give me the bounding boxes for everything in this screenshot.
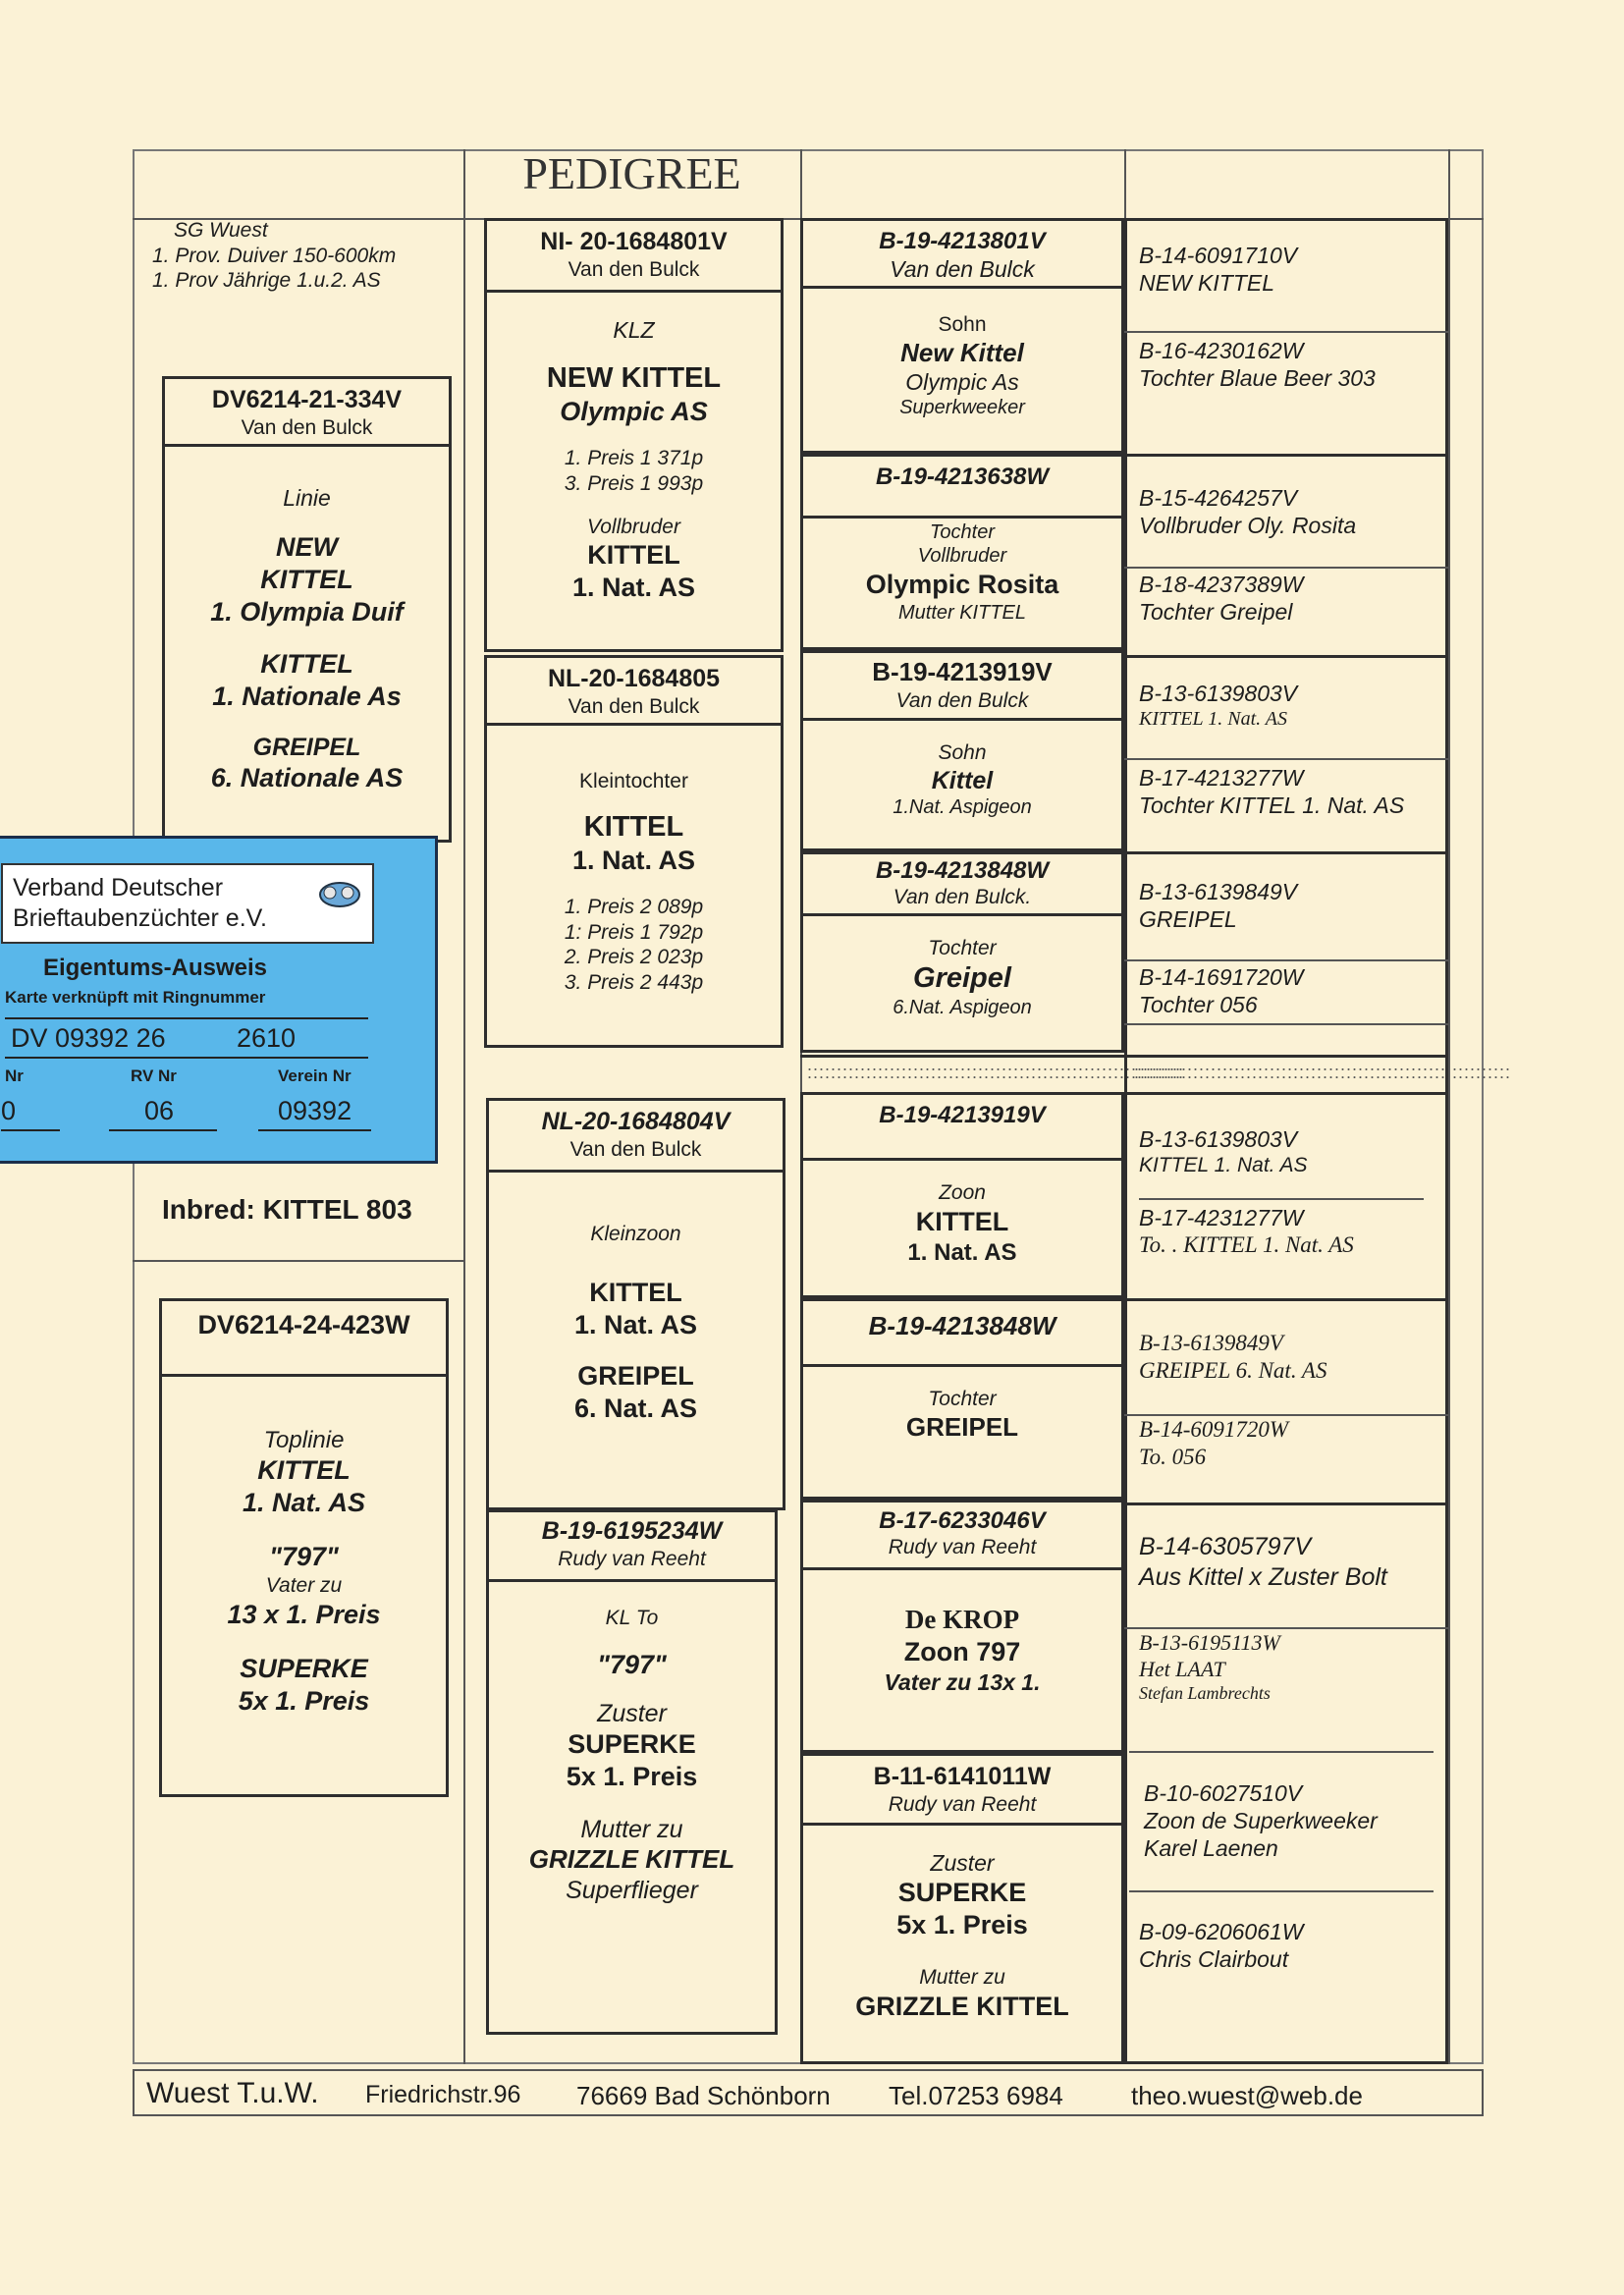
bird-line: KITTEL xyxy=(260,648,353,679)
bird-line: De KROP xyxy=(904,1605,1020,1634)
pigeon-logo-icon xyxy=(315,875,364,910)
bird-line: Kleinzoon xyxy=(590,1223,681,1245)
gen3-entry xyxy=(1139,337,1376,392)
gen2-bird-header xyxy=(803,653,1121,721)
card-ring-suffix: 2610 xyxy=(237,1023,297,1053)
bird-line: Toplinie xyxy=(263,1427,345,1453)
bird-line: Zoon 797 xyxy=(903,1636,1021,1667)
gen2-bird-box xyxy=(800,218,1124,454)
gen3-entry xyxy=(1139,1416,1288,1471)
gen3-desc: GREIPEL 6. Nat. AS xyxy=(1139,1358,1327,1384)
gen1-bird-body xyxy=(487,293,781,604)
dam-bird-header xyxy=(162,1301,446,1377)
gen3-desc: Het LAAT xyxy=(1139,1656,1225,1681)
gen3-entry xyxy=(1139,1330,1326,1385)
gen2-owner: Van den Bulck xyxy=(895,688,1029,712)
gen2-ring: B-19-4213919V xyxy=(879,1102,1046,1128)
gen3-entry xyxy=(1144,1779,1378,1862)
bird-line: 1. Preis 2 089p xyxy=(564,895,704,918)
bird-line: GREIPEL xyxy=(252,733,361,761)
breeder-line: 1. Prov. Duiver 150-600km xyxy=(152,244,397,267)
dam-bird-box xyxy=(159,1298,449,1797)
bird-line: Vollbruder xyxy=(917,545,1007,568)
gen2-bird-header xyxy=(803,457,1121,519)
gen3-desc: NEW KITTEL xyxy=(1139,270,1275,297)
gen2-ring: B-19-4213919V xyxy=(872,657,1053,686)
bird-line: Mutter zu xyxy=(919,1965,1005,1989)
bird-line: GRIZZLE KITTEL xyxy=(855,1991,1069,2021)
gen1-bird-header xyxy=(487,658,781,726)
card-org-line: Verband Deutscher xyxy=(13,874,224,902)
gen3-entry xyxy=(1139,1630,1280,1705)
gen2-bird-body xyxy=(803,1826,1121,2022)
card-col-label: RV Nr xyxy=(131,1066,177,1085)
card-col-value: 0 xyxy=(1,1096,17,1125)
bird-line: 6. Nat. AS xyxy=(573,1393,698,1424)
bird-line: Mutter zu xyxy=(580,1815,683,1843)
gen3-ring: B-09-6206061W xyxy=(1139,1919,1304,1944)
gen3-ring: B-13-6139803V xyxy=(1139,1126,1298,1152)
gen2-ring: B-19-4213848W xyxy=(868,1311,1056,1340)
bird-line: Tochter xyxy=(930,521,995,543)
gen2-bird-body xyxy=(803,1570,1121,1696)
footer-bar xyxy=(133,2069,1484,2116)
main-bird-owner: Van den Bulck xyxy=(241,415,373,439)
bird-line: KITTEL xyxy=(260,564,353,594)
section-divider xyxy=(133,1260,463,1262)
bird-line: SUPERKE xyxy=(897,1878,1027,1908)
footer-street: Friedrichstr.96 xyxy=(365,2081,521,2108)
gen2-bird-header xyxy=(803,221,1121,289)
bird-line: 13 x 1. Preis xyxy=(227,1599,381,1629)
gen1-bird-box xyxy=(484,218,784,652)
gen2-bird-body xyxy=(803,289,1121,420)
gen3-desc: To. 056 xyxy=(1139,1445,1207,1470)
bird-line: 3. Preis 2 443p xyxy=(564,970,704,994)
gen1-owner: Van den Bulck xyxy=(568,257,700,281)
gen2-bird-body xyxy=(803,1161,1121,1267)
gen1-bird-body xyxy=(487,726,781,995)
bird-line: KITTEL xyxy=(587,540,680,571)
gen3-entry xyxy=(1139,484,1356,539)
breeder-info xyxy=(152,218,457,294)
gen1-bird-box xyxy=(486,1509,778,2035)
inbred-note: Inbred: KITTEL 803 xyxy=(162,1194,412,1225)
bird-line: SUPERKE xyxy=(568,1729,696,1760)
bird-line: 1: Preis 1 792p xyxy=(564,920,704,944)
gen2-bird-header xyxy=(803,1095,1121,1161)
gen3-ring: B-13-6139803V xyxy=(1139,681,1298,706)
gen1-ring: NI- 20-1684801V xyxy=(540,228,728,255)
gen3-ring: B-14-1691720W xyxy=(1139,964,1304,990)
gen2-owner: Rudy van Reeht xyxy=(888,1792,1037,1816)
main-bird-box xyxy=(162,376,452,843)
bird-line: 5x 1. Preis xyxy=(566,1761,698,1791)
card-col-label: Verein Nr xyxy=(278,1066,352,1085)
card-ring-number: DV 09392 26 xyxy=(11,1023,166,1053)
gen3-entry xyxy=(1139,963,1304,1018)
gen2-bird-box xyxy=(800,1298,1124,1500)
footer-phone: Tel.07253 6984 xyxy=(889,2081,1063,2110)
bird-line: Kleintochter xyxy=(579,770,688,792)
gen1-bird-box xyxy=(486,1098,785,1510)
bird-line: KITTEL xyxy=(257,1455,351,1486)
gen2-bird-box xyxy=(800,1753,1124,2064)
gen3-entry xyxy=(1139,764,1404,819)
gen3-ring: B-15-4264257V xyxy=(1139,485,1298,511)
bird-line: 1. Nat. AS xyxy=(242,1488,366,1518)
bird-line: "797" xyxy=(269,1542,339,1572)
bird-line: 1. Nat. AS xyxy=(571,573,696,603)
bird-line: 1. Nationale As xyxy=(212,681,402,711)
bird-line: GREIPEL xyxy=(905,1411,1019,1442)
bird-line: Vater zu 13x 1. xyxy=(884,1668,1041,1695)
bird-line: Linie xyxy=(283,485,331,511)
bird-line: 1. Nat. AS xyxy=(573,1309,698,1339)
gen3-desc: KITTEL 1. Nat. AS xyxy=(1139,1154,1308,1177)
gen1-ring: NL-20-1684805 xyxy=(547,665,721,692)
card-subtitle: Karte verknüpft mit Ringnummer xyxy=(5,988,266,1007)
gen3-ring: B-17-4231277W xyxy=(1139,1205,1304,1230)
gen2-ring: B-11-6141011W xyxy=(873,1763,1052,1790)
card-col-value: 06 xyxy=(144,1096,175,1125)
bird-line: New Kittel xyxy=(900,337,1024,367)
gen2-bird-box xyxy=(800,454,1124,650)
footer-name: Wuest T.u.W. xyxy=(146,2077,319,2109)
bird-line: GREIPEL xyxy=(577,1361,694,1392)
bird-line: KL To xyxy=(605,1607,659,1629)
bird-line: Zoon xyxy=(939,1181,986,1204)
gen3-entry xyxy=(1139,1204,1354,1259)
dam-bird-ring: DV6214-24-423W xyxy=(197,1310,410,1339)
gen2-bird-header xyxy=(803,1756,1121,1826)
main-bird-body xyxy=(165,447,449,794)
gen2-bird-body xyxy=(803,721,1121,820)
bird-line: 3. Preis 1 993p xyxy=(564,471,704,495)
bird-line: Zuster xyxy=(930,1850,995,1876)
gen3-desc: Tochter Blaue Beer 303 xyxy=(1139,365,1376,392)
bird-line: NEW xyxy=(276,532,338,563)
footer-city: 76669 Bad Schönborn xyxy=(576,2081,831,2110)
bird-line: 1.Nat. Aspigeon xyxy=(893,796,1032,819)
main-bird-ring: DV6214-21-334V xyxy=(211,386,403,413)
bird-line: KITTEL xyxy=(583,810,684,843)
gen3-ring: B-16-4230162W xyxy=(1139,338,1304,363)
gen1-ring: NL-20-1684804V xyxy=(541,1108,731,1135)
gen2-bird-body xyxy=(803,1367,1121,1443)
gen2-ring: B-19-4213801V xyxy=(879,228,1046,254)
gen2-ring: B-17-6233046V xyxy=(879,1507,1046,1534)
gen2-owner: Van den Bulck. xyxy=(893,886,1032,909)
bird-line: Olympic AS xyxy=(560,397,708,427)
gen3-desc: Aus Kittel x Zuster Bolt xyxy=(1139,1562,1387,1591)
main-bird-header xyxy=(165,379,449,447)
page-title: PEDIGREE xyxy=(522,148,741,198)
bird-line: KITTEL xyxy=(915,1206,1009,1236)
dotted-separator: :::::::::::::::::::::::::::::::::::::::::::::::::::::::::::::::: xyxy=(807,1063,1185,1082)
gen2-bird-header xyxy=(803,1301,1121,1367)
gen2-ring: B-19-4213638W xyxy=(875,464,1050,490)
bird-line: "797" xyxy=(597,1649,667,1679)
card-col-value: 09392 xyxy=(278,1096,352,1125)
gen3-entry xyxy=(1139,571,1304,626)
gen2-bird-body xyxy=(803,916,1121,1019)
bird-line: Superflieger xyxy=(566,1877,698,1905)
gen3-ring: B-13-6139849V xyxy=(1139,879,1298,904)
card-col-label: Nr xyxy=(5,1066,24,1085)
gen1-ring: B-19-6195234W xyxy=(541,1517,723,1545)
bird-line: Greipel xyxy=(913,961,1011,994)
gen3-desc: Tochter KITTEL 1. Nat. AS xyxy=(1139,792,1405,819)
gen2-ring: B-19-4213848W xyxy=(875,857,1050,884)
gen2-bird-box xyxy=(800,851,1124,1053)
bird-line: Zuster xyxy=(597,1699,667,1727)
bird-line: 5x 1. Preis xyxy=(896,1909,1028,1940)
gen1-owner: Rudy van Reeht xyxy=(558,1547,706,1570)
gen3-entry xyxy=(1139,1125,1308,1178)
card-header xyxy=(1,863,374,944)
gen3-desc: Vollbruder Oly. Rosita xyxy=(1139,513,1357,539)
gen3-desc: Stefan Lambrechts xyxy=(1139,1682,1271,1703)
bird-line: Superkweeker xyxy=(899,397,1025,419)
gen3-desc: Tochter Greipel xyxy=(1139,599,1293,626)
bird-line: 5x 1. Preis xyxy=(238,1685,370,1716)
gen3-entry xyxy=(1139,1532,1387,1592)
gen1-bird-header xyxy=(487,221,781,293)
footer-email[interactable]: theo.wuest@web.de xyxy=(1131,2081,1363,2110)
gen1-owner: Van den Bulck xyxy=(569,1137,702,1161)
card-org-line: Brieftaubenzüchter e.V. xyxy=(13,903,267,932)
gen1-bird-box xyxy=(484,655,784,1048)
gen3-entry xyxy=(1139,242,1297,297)
gen1-bird-body xyxy=(489,1582,775,1906)
gen3-desc: Karel Laenen xyxy=(1144,1835,1278,1862)
gen3-ring: B-18-4237389W xyxy=(1139,572,1304,597)
bird-line: 1. Nat. AS xyxy=(907,1238,1017,1266)
gen3-desc: KITTEL 1. Nat. AS xyxy=(1139,708,1287,731)
gen3-ring: B-14-6305797V xyxy=(1139,1533,1312,1560)
gen1-bird-body xyxy=(489,1173,783,1425)
gen3-ring: B-13-6195113W xyxy=(1139,1630,1280,1655)
bird-line: Tochter xyxy=(928,1388,997,1410)
bird-line: GRIZZLE KITTEL xyxy=(528,1844,735,1875)
gen3-ring: B-14-6091710V xyxy=(1139,243,1298,268)
gen2-owner: Van den Bulck xyxy=(890,256,1035,283)
bird-line: 1. Olympia Duif xyxy=(210,596,404,627)
bird-line: KLZ xyxy=(613,317,655,343)
gen2-bird-box xyxy=(800,1500,1124,1753)
bird-line: NEW KITTEL xyxy=(546,362,722,395)
gen2-bird-header xyxy=(803,854,1121,916)
gen3-desc: To. . KITTEL 1. Nat. AS xyxy=(1139,1232,1354,1258)
gen3-ring: B-17-4213277W xyxy=(1139,765,1304,791)
ownership-card xyxy=(0,836,438,1164)
bird-line: Kittel xyxy=(931,766,994,794)
bird-line: 2. Preis 2 023p xyxy=(564,946,704,969)
gen3-entry xyxy=(1139,1918,1304,1973)
gen3-desc: Zoon de Superkweeker xyxy=(1144,1808,1378,1834)
bird-line: 6.Nat. Aspigeon xyxy=(893,996,1032,1018)
gen1-owner: Van den Bulck xyxy=(568,694,700,718)
bird-line: Olympic As xyxy=(905,369,1019,396)
gen2-bird-body xyxy=(803,519,1121,625)
dam-bird-body xyxy=(162,1377,446,1718)
gen2-bird-header xyxy=(803,1503,1121,1570)
breeder-line: 1. Prov Jährige 1.u.2. AS xyxy=(152,269,381,293)
bird-line: KITTEL xyxy=(589,1277,682,1307)
bird-line: Tochter xyxy=(928,937,997,959)
gen3-desc: Chris Clairbout xyxy=(1139,1946,1289,1973)
gen3-desc: GREIPEL xyxy=(1139,906,1237,933)
gen3-ring: B-10-6027510V xyxy=(1144,1780,1303,1806)
gen3-entry xyxy=(1139,680,1297,731)
gen3-ring: B-13-6139849V xyxy=(1139,1331,1283,1355)
bird-line: 1. Preis 1 371p xyxy=(564,447,704,470)
gen3-entry xyxy=(1139,878,1297,933)
gen3-desc: Tochter 056 xyxy=(1139,992,1258,1018)
bird-line: Olympic Rosita xyxy=(865,569,1059,599)
dotted-separator: :::::::::::::::::::::::::::::::::::::::::::::::::::::::::::::::: xyxy=(1134,1063,1512,1082)
column-divider xyxy=(463,149,465,2064)
bird-line: Vater zu xyxy=(265,1574,343,1598)
bird-line: Mutter KITTEL xyxy=(897,601,1027,624)
gen2-owner: Rudy van Reeht xyxy=(888,1536,1037,1559)
bird-line: 6. Nationale AS xyxy=(210,763,404,793)
gen2-bird-box xyxy=(800,1092,1124,1298)
breeder-line: SG Wuest xyxy=(174,219,268,242)
gen2-bird-box xyxy=(800,650,1124,851)
bird-line: Vollbruder xyxy=(587,515,680,538)
card-title: Eigentums-Ausweis xyxy=(42,955,268,981)
bird-line: 1. Nat. AS xyxy=(571,845,696,875)
gen1-bird-header xyxy=(489,1512,775,1582)
bird-line: Sohn xyxy=(938,741,987,764)
bird-line: Sohn xyxy=(938,313,987,336)
gen1-bird-header xyxy=(489,1101,783,1173)
bird-line: SUPERKE xyxy=(240,1653,368,1683)
gen3-ring: B-14-6091720W xyxy=(1139,1417,1289,1442)
column-divider xyxy=(1448,149,1450,2064)
